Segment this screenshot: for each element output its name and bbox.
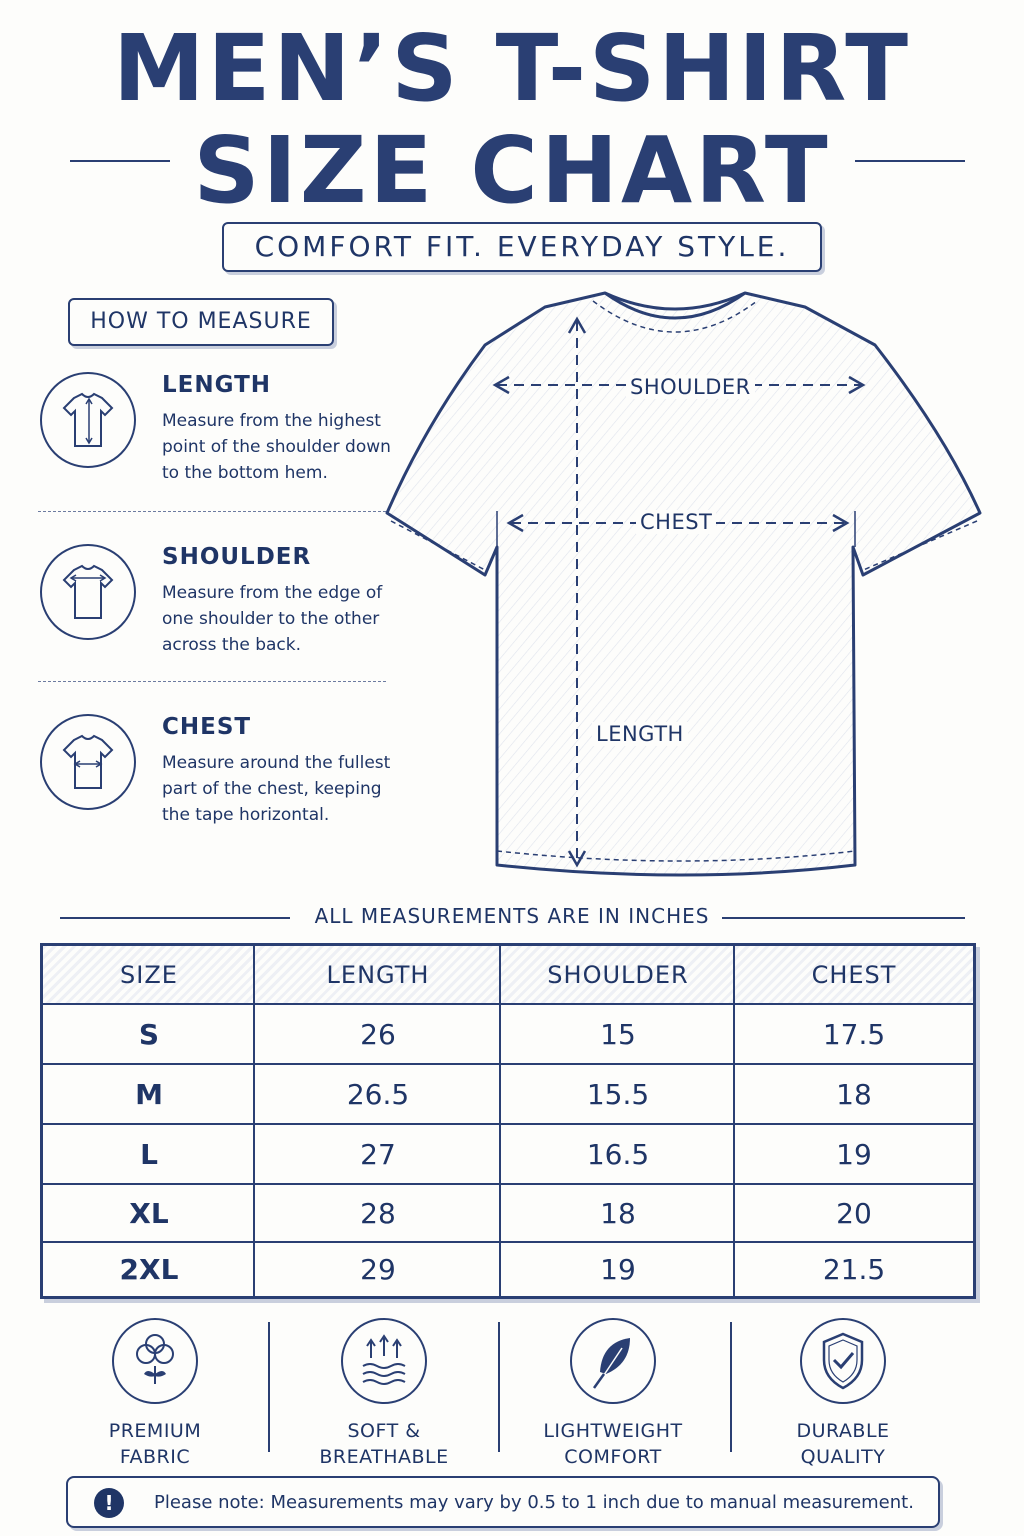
measure-desc-shoulder: Measure from the edge of one shoulder to the other across the back. bbox=[162, 583, 383, 655]
how-to-measure-label: HOW TO MEASURE bbox=[68, 298, 334, 346]
exclamation-icon: ! bbox=[94, 1488, 124, 1518]
cell-size: XL bbox=[129, 1196, 169, 1230]
cell-shoulder: 19 bbox=[600, 1253, 636, 1286]
shield-check-icon bbox=[800, 1318, 886, 1404]
breathable-icon bbox=[341, 1318, 427, 1404]
cell-length: 26 bbox=[360, 1017, 396, 1051]
col-line bbox=[499, 946, 501, 1296]
feature-label bbox=[728, 1418, 958, 1470]
cell-shoulder: 15.5 bbox=[586, 1077, 650, 1111]
divider bbox=[38, 681, 386, 682]
shirt-chest-icon bbox=[40, 714, 136, 810]
cell-length: 29 bbox=[360, 1253, 396, 1286]
measure-heading-length: LENGTH bbox=[162, 372, 272, 398]
table-row bbox=[43, 1005, 973, 1063]
table-row bbox=[43, 1185, 973, 1241]
table-row bbox=[43, 1243, 973, 1296]
measure-item-chest bbox=[38, 714, 398, 834]
title-line-1: MEN’S T-SHIRT bbox=[113, 15, 911, 122]
feature-lightweight-comfort bbox=[498, 1318, 728, 1470]
feature-line-1: PREMIUM bbox=[108, 1420, 202, 1442]
cell-chest: 17.5 bbox=[822, 1017, 886, 1051]
measure-heading-shoulder: SHOULDER bbox=[162, 544, 312, 570]
feature-soft-breathable bbox=[269, 1318, 499, 1470]
cell-length: 27 bbox=[360, 1137, 396, 1171]
cell-size: 2XL bbox=[119, 1253, 179, 1286]
cell-length: 28 bbox=[360, 1196, 396, 1230]
shirt-label-shoulder: SHOULDER bbox=[626, 375, 755, 399]
col-line bbox=[733, 946, 735, 1296]
feature-label bbox=[498, 1418, 728, 1470]
header-chest: CHEST bbox=[811, 960, 897, 989]
divider bbox=[38, 511, 386, 512]
footer-note-text: Please note: Measurements may vary by 0.5 to 1 inch due to manual measurement. bbox=[154, 1492, 914, 1513]
table-header-row bbox=[43, 946, 973, 1003]
cell-length: 26.5 bbox=[346, 1077, 410, 1111]
measure-item-length bbox=[38, 372, 398, 492]
cell-shoulder: 15 bbox=[600, 1017, 636, 1051]
footer-note bbox=[66, 1476, 940, 1528]
shirt-label-chest: CHEST bbox=[636, 510, 716, 534]
tagline: COMFORT FIT. EVERYDAY STYLE. bbox=[222, 222, 822, 272]
feather-icon bbox=[570, 1318, 656, 1404]
measure-desc-chest: Measure around the fullest part of the chest, keeping the tape horizontal. bbox=[162, 753, 391, 825]
shirt-shoulder-icon bbox=[40, 544, 136, 640]
cell-chest: 20 bbox=[836, 1196, 872, 1230]
shirt-length-icon bbox=[40, 372, 136, 468]
shirt-label-length: LENGTH bbox=[592, 722, 688, 746]
cell-shoulder: 16.5 bbox=[586, 1137, 650, 1171]
feature-durable-quality bbox=[728, 1318, 958, 1470]
feature-line-1: SOFT & bbox=[347, 1420, 421, 1442]
cell-size: S bbox=[138, 1017, 160, 1051]
header-size: SIZE bbox=[120, 960, 178, 989]
table-row bbox=[43, 1125, 973, 1183]
cell-chest: 18 bbox=[836, 1077, 872, 1111]
feature-line-2: FABRIC bbox=[119, 1446, 191, 1468]
feature-label bbox=[40, 1418, 270, 1470]
feature-line-2: COMFORT bbox=[564, 1446, 662, 1468]
feature-premium-fabric bbox=[40, 1318, 270, 1470]
feature-line-1: LIGHTWEIGHT bbox=[543, 1420, 683, 1442]
size-table bbox=[40, 943, 976, 1299]
feature-line-2: BREATHABLE bbox=[319, 1446, 449, 1468]
header-shoulder: SHOULDER bbox=[547, 960, 689, 989]
cotton-icon bbox=[112, 1318, 198, 1404]
feature-line-2: QUALITY bbox=[800, 1446, 886, 1468]
cell-chest: 21.5 bbox=[822, 1253, 886, 1286]
units-note: ALL MEASUREMENTS ARE IN INCHES bbox=[314, 904, 710, 928]
feature-label bbox=[269, 1418, 499, 1470]
table-row bbox=[43, 1065, 973, 1123]
cell-size: M bbox=[135, 1077, 163, 1111]
measure-item-shoulder bbox=[38, 544, 398, 664]
cell-shoulder: 18 bbox=[600, 1196, 636, 1230]
feature-line-1: DURABLE bbox=[796, 1420, 890, 1442]
col-line bbox=[253, 946, 255, 1296]
measure-desc-length: Measure from the highest point of the shoulder down to the bottom hem. bbox=[162, 411, 391, 483]
measure-heading-chest: CHEST bbox=[162, 714, 252, 740]
cell-size: L bbox=[140, 1137, 158, 1171]
cell-chest: 19 bbox=[836, 1137, 872, 1171]
header-length: LENGTH bbox=[326, 960, 430, 989]
title-line-2: SIZE CHART bbox=[193, 117, 831, 224]
